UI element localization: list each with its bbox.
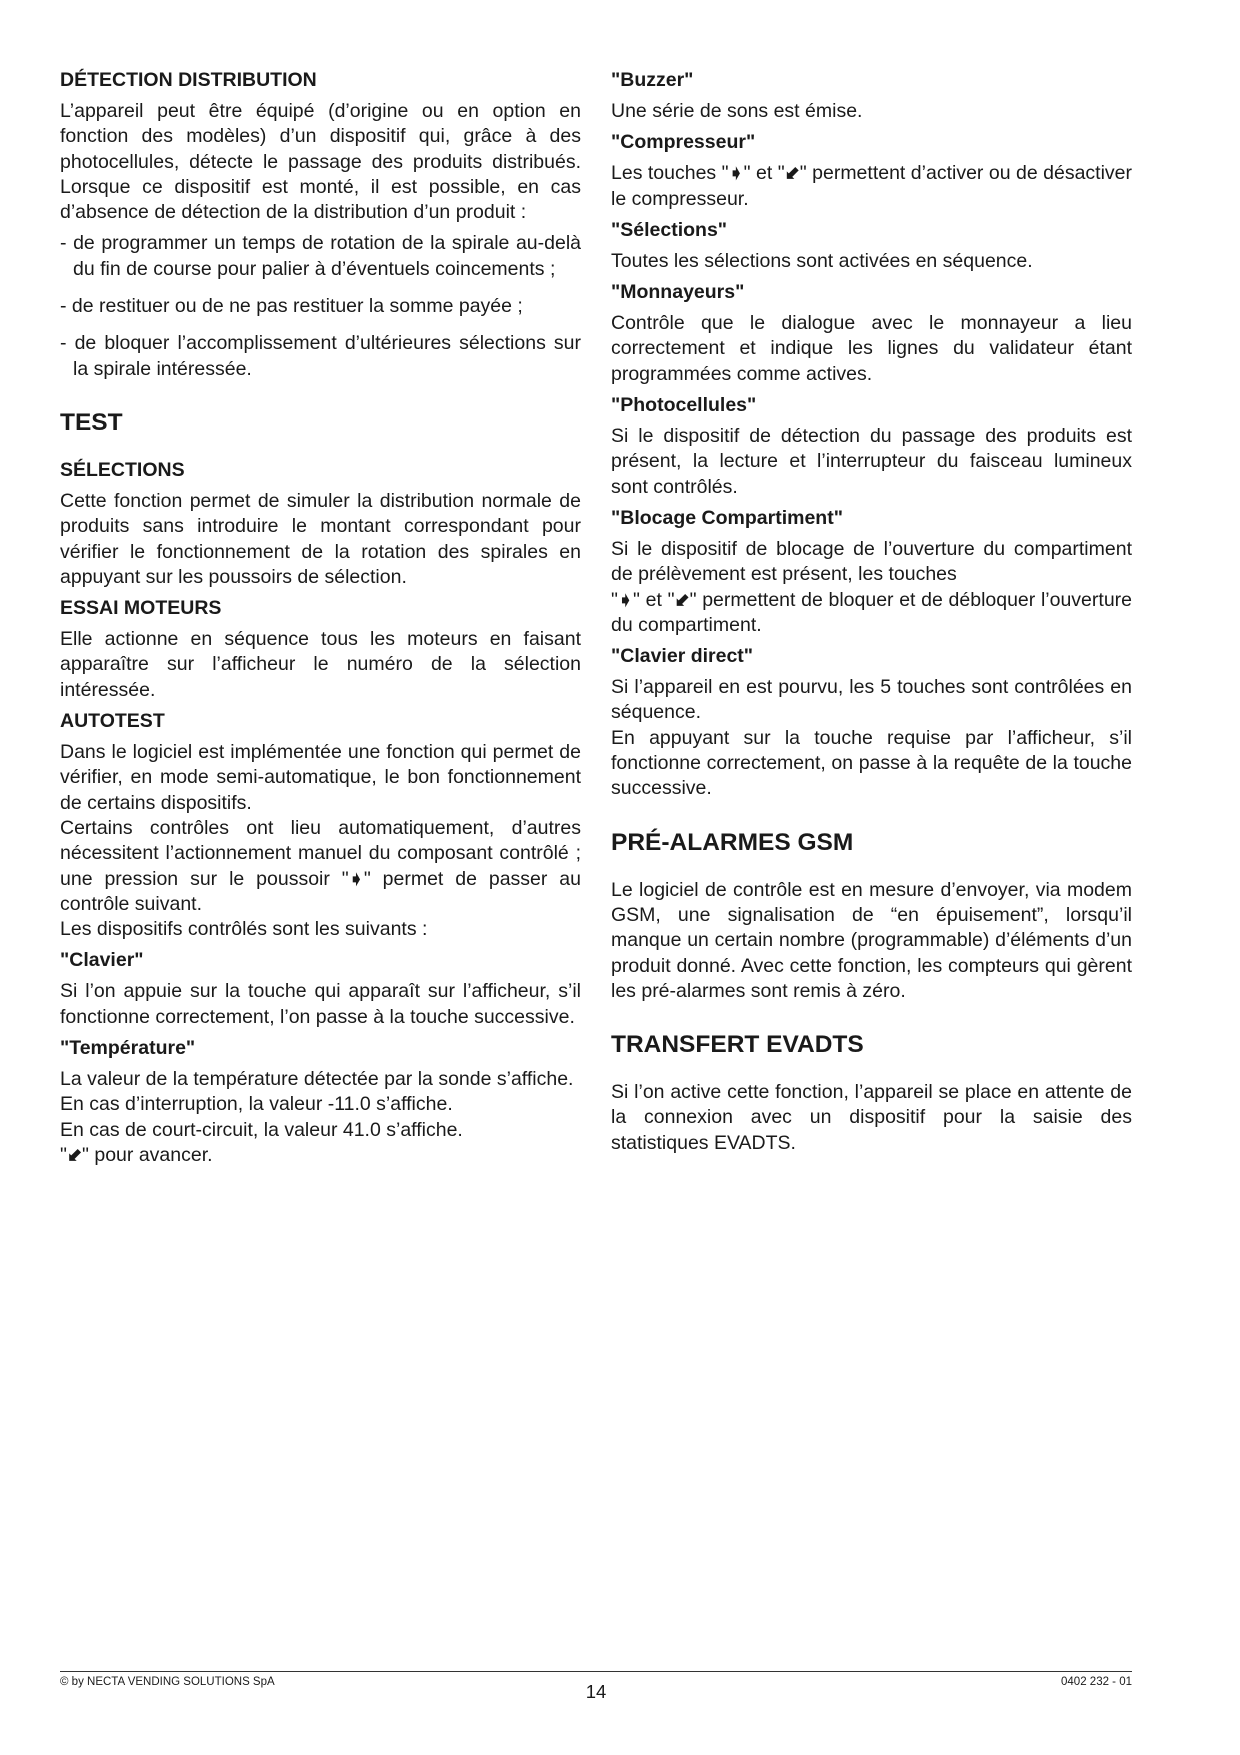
clavier-direct-p1: Si l’appareil en est pourvu, les 5 touches sont contrôlées en séquence. bbox=[611, 676, 1132, 724]
temperature-p3: En cas de court-circuit, la valeur 41.0 s’affiche. bbox=[60, 1118, 463, 1141]
photocellules-text: Si le dispositif de détection du passage des produits est présent, la lecture et l’interrupteur du faisceau lumineux sont contrôlés. bbox=[611, 425, 1132, 498]
document-code: 0402 232 - 01 bbox=[1061, 1676, 1132, 1688]
footer-divider bbox=[60, 1671, 1132, 1672]
arrow-right-icon: ➧ bbox=[617, 589, 634, 610]
list-item: - de restituer ou de ne pas restituer la somme payée ; bbox=[60, 295, 523, 318]
autotest-p3: Les dispositifs contrôlés sont les suivants : bbox=[60, 918, 428, 941]
autotest-p1: Dans le logiciel est implémentée une fonction qui permet de vérifier, en mode semi-automatique, le bon fonctionnement de certains dispositifs. bbox=[60, 741, 581, 814]
enter-icon: ⬋ bbox=[674, 589, 690, 610]
test-heading: TEST bbox=[60, 408, 123, 436]
photocellules-title: "Photocellules" bbox=[611, 394, 757, 417]
clavier-text: Si l’on appuie sur la touche qui apparaît sur l’afficheur, s’il fonctionne correctement, l’on passe à la touche successive. bbox=[60, 980, 581, 1028]
temperature-p2: En cas d’interruption, la valeur -11.0 s’affiche. bbox=[60, 1093, 453, 1116]
buzzer-title: "Buzzer" bbox=[611, 69, 694, 91]
buzzer-text: Une série de sons est émise. bbox=[611, 100, 863, 122]
temperature-p1: La valeur de la température détectée par la sonde s’affiche. bbox=[60, 1068, 574, 1091]
essai-text: Elle actionne en séquence tous les moteurs en faisant apparaître sur l’afficheur le numéro de la sélection intéressée. bbox=[60, 628, 581, 701]
blocage-title: "Blocage Compartiment" bbox=[611, 506, 843, 529]
autotest-title: AUTOTEST bbox=[60, 710, 165, 733]
blocage-text-1: Si le dispositif de blocage de l’ouverture du compartiment de prélèvement est présent, les touches bbox=[611, 537, 1132, 586]
gsm-text: Le logiciel de contrôle est en mesure d’envoyer, via modem GSM, une signalisation de “en épuisement”, lorsqu’il manque un certain nombre (programmable) d’éléments d’un produit donné. Avec cette fonction, les compteurs qui gèrent les pré-alarmes sont remis à zéro. bbox=[611, 878, 1132, 1002]
compresseur-text: Les touches "➧" et "⬋" permettent d’activer ou de désactiver le compresseur. bbox=[611, 162, 1133, 210]
autotest-p2: Certains contrôles ont lieu automatiquement, d’autres nécessitent l’actionnement manuel du composant contrôlé ; une pression sur le poussoir "➧" permet de passer au contrôle suivant. bbox=[60, 816, 581, 915]
list-item: - de bloquer l’accomplissement d’ultérieures sélections sur la spirale intéressée. bbox=[60, 332, 581, 380]
clavier-title: "Clavier" bbox=[60, 949, 144, 972]
enter-icon: ⬋ bbox=[66, 1144, 83, 1165]
page-number: 14 bbox=[585, 1681, 607, 1702]
enter-icon: ⬋ bbox=[784, 163, 800, 184]
selections-text: Cette fonction permet de simuler la distribution normale de produits sans introduire le montant correspondant pour vérifier le fonctionnement de la rotation des spirales en appuyant sur les poussoirs de sélection. bbox=[60, 489, 581, 588]
monnayeurs-text: Contrôle que le dialogue avec le monnayeur a lieu correctement et indique les lignes du validateur étant programmées comme actives. bbox=[611, 312, 1132, 385]
detection-list bbox=[60, 231, 581, 381]
right-selections-text: Toutes les sélections sont activées en séquence. bbox=[611, 249, 1033, 272]
arrow-right-icon: ➧ bbox=[348, 868, 364, 889]
left-column bbox=[60, 68, 581, 1168]
blocage-text-2: "➧" et "⬋" permettent de bloquer et de débloquer l’ouverture du compartiment. bbox=[611, 588, 1132, 636]
gsm-heading: PRÉ-ALARMES GSM bbox=[611, 828, 854, 856]
detection-title: DÉTECTION DISTRIBUTION bbox=[60, 69, 317, 91]
list-item: - de programmer un temps de rotation de la spirale au-delà du fin de course pour palier à d’éventuels coincements ; bbox=[60, 232, 581, 280]
evadts-heading: TRANSFERT EVADTS bbox=[611, 1031, 864, 1059]
arrow-right-icon: ➧ bbox=[728, 163, 744, 184]
clavier-direct-p2: En appuyant sur la touche requise par l’afficheur, s’il fonctionne correctement, on passe à la requête de la touche successive. bbox=[611, 726, 1132, 800]
temperature-p4: "⬋" pour avancer. bbox=[60, 1143, 581, 1168]
footer-copyright: © by NECTA VENDING SOLUTIONS SpA bbox=[60, 1676, 275, 1688]
monnayeurs-title: "Monnayeurs" bbox=[611, 281, 745, 304]
detection-intro: L’appareil peut être équipé (d’origine ou en option en fonction des modèles) d’un dispositif qui, grâce à des photocellules, détecte le passage des produits distribués. Lorsque ce dispositif est monté, il est possible, en cas d’absence de détection de la distribution d’un produit : bbox=[60, 100, 581, 224]
temperature-title: "Température" bbox=[60, 1037, 196, 1060]
evadts-text: Si l’on active cette fonction, l’appareil se place en attente de la connexion avec un dispositif pour la saisie des statistiques EVADTS. bbox=[611, 1081, 1132, 1154]
essai-title: ESSAI MOTEURS bbox=[60, 597, 222, 620]
clavier-direct-title: "Clavier direct" bbox=[611, 645, 754, 668]
right-column bbox=[611, 68, 1132, 1156]
right-selections-title: "Sélections" bbox=[611, 218, 728, 241]
compresseur-title: "Compresseur" bbox=[611, 131, 756, 154]
selections-title: SÉLECTIONS bbox=[60, 458, 185, 481]
